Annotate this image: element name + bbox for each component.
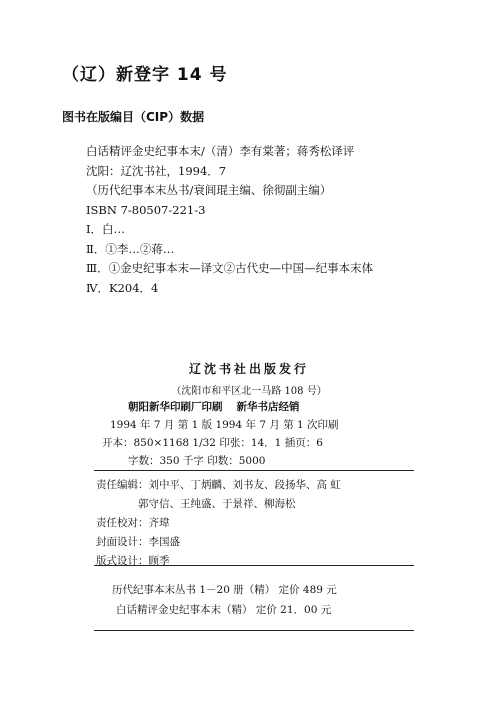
cover-design-row: 封面设计：李国盛 — [96, 536, 180, 548]
price-block — [112, 580, 412, 620]
editors-names-2: 郭守信、王纯盛、于景祥、柳海松 — [138, 498, 296, 510]
publisher-name: 辽沈书社出版发行 — [188, 362, 309, 376]
proofreader-row: 责任校对：齐瑋 — [96, 517, 170, 529]
publisher-address: （沈阳市和平区北一马路 108 号） — [171, 386, 327, 397]
cip-data-block — [86, 142, 476, 298]
cip-title-line: 白话精评金史纪事本末/（清）李有棠著；蒋秀松译评 — [86, 144, 355, 158]
stats-line: 字数：350 千字 印数：5000 — [128, 455, 266, 467]
divider-top — [94, 470, 414, 471]
cip-index-3: Ⅲ．①金史纪事本末—译文②古代史—中国—纪事本末体 — [86, 261, 374, 275]
edition-line: 1994 年 7 月 第 1 版 1994 年 7 月 第 1 次印刷 — [110, 419, 339, 431]
cip-heading: 图书在版编目（CIP）数据 — [62, 110, 205, 124]
registration-number: （辽）新登字 14 号 — [62, 65, 228, 85]
print-info-block — [102, 398, 442, 470]
cip-index-2: Ⅱ．①李…②蒋… — [86, 241, 175, 256]
cip-index-1: Ⅰ．白… — [86, 222, 126, 236]
editors-label: 责任编辑： — [96, 479, 149, 491]
printer-distributor-line — [102, 398, 442, 416]
credits-block — [96, 476, 426, 571]
printer: 朝阳新华印刷厂印刷 — [128, 401, 223, 413]
distributor: 新华书店经销 — [236, 401, 300, 413]
editors-row-continued — [96, 495, 426, 514]
editors-names-1: 刘中平、丁炳麟、刘书友、段扬华、高 虹 — [148, 479, 341, 491]
editors-row — [96, 476, 426, 495]
cip-publisher-line: 沈阳：辽沈书社，1994．7 — [86, 163, 227, 178]
format-line: 开本：850×1168 1/32 印张：14．1 插页：6 — [102, 437, 323, 449]
book-price-line: 白话精评金史纪事本末（精） 定价 21．00 元 — [116, 604, 332, 616]
cip-isbn-line: ISBN 7-80507-221-3 — [86, 202, 206, 217]
series-price-line: 历代纪事本末丛书 1－20 册（精） 定价 489 元 — [112, 584, 337, 596]
divider-bottom — [94, 630, 414, 631]
divider-middle — [94, 565, 414, 566]
layout-design-row: 版式设计：顾季 — [96, 555, 170, 567]
cip-series-line: （历代纪事本末丛书/衰闾琨主编、徐彻副主编） — [86, 183, 332, 197]
cip-index-4: Ⅳ．K204．4 — [86, 280, 159, 295]
